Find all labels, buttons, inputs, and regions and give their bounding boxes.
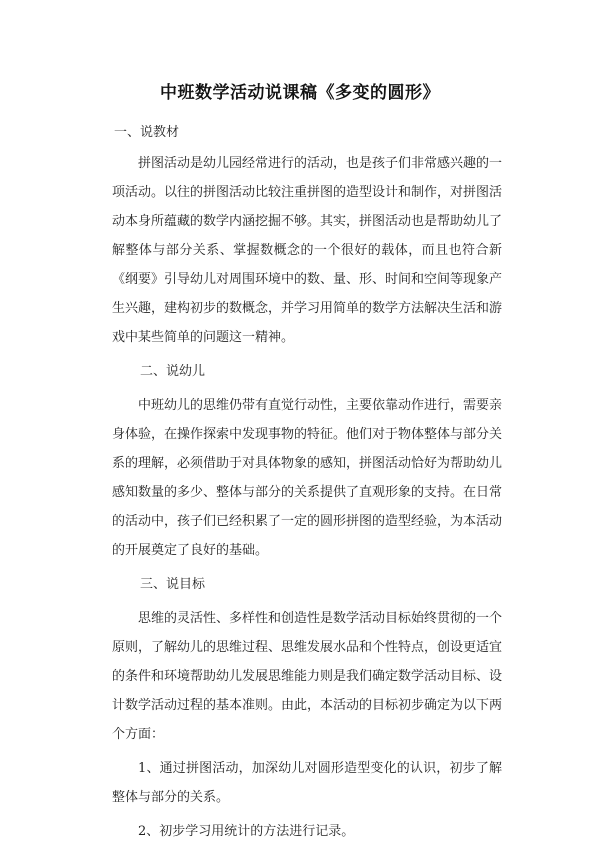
paragraph-goals: 思维的灵活性、多样性和创造性是数学活动目标始终贯彻的一个原则，了解幼儿的思维过程、思维发展水品和个性特点，创设更适宜的条件和环境帮助幼儿发展思维能力则是我们确定数学活动目标、设计数学活动过程的基本准则。由此，本活动的目标初步确定为以下两个方面： <box>112 611 503 742</box>
document-title: 中班数学活动说课稿《多变的圆形》 <box>160 83 440 103</box>
section-heading-goals: 三、说目标 <box>140 577 206 592</box>
section-heading-teaching-material: 一、说教材 <box>114 125 180 140</box>
section-heading-children: 二、说幼儿 <box>140 364 206 379</box>
goal-item-2: 2、初步学习用统计的方法进行记录。 <box>138 824 355 839</box>
goal-item-1: 1、通过拼图活动，加深幼儿对圆形造型变化的认识，初步了解整体与部分的关系。 <box>112 761 502 805</box>
document-body <box>112 118 502 846</box>
paragraph-teaching-material: 拼图活动是幼儿园经常进行的活动，也是孩子们非常感兴趣的一项活动。以往的拼图活动比较注重拼图的造型设计和制作，对拼图活动本身所蕴藏的数学内涵挖掘不够。其实，拼图活动也是帮助幼儿了解整体与部分关系、掌握数概念的一个很好的载体，而且也符合新《纲要》引导幼儿对周围环境中的数、量、形、时间和空间等现象产生兴趣，建构初步的数概念，并学习用简单的数学方法解决生活和游戏中某些简单的问题这一精神。 <box>112 156 503 345</box>
paragraph-children: 中班幼儿的思维仍带有直觉行动性，主要依靠动作进行，需要亲身体验，在操作探索中发现事物的特征。他们对于物体整体与部分关系的理解，必须借助于对具体物象的感知，拼图活动恰好为帮助幼儿感知数量的多少、整体与部分的关系提供了直观形象的支持。在日常的活动中，孩子们已经积累了一定的圆形拼图的造型经验，为本活动的开展奠定了良好的基础。 <box>112 398 503 558</box>
